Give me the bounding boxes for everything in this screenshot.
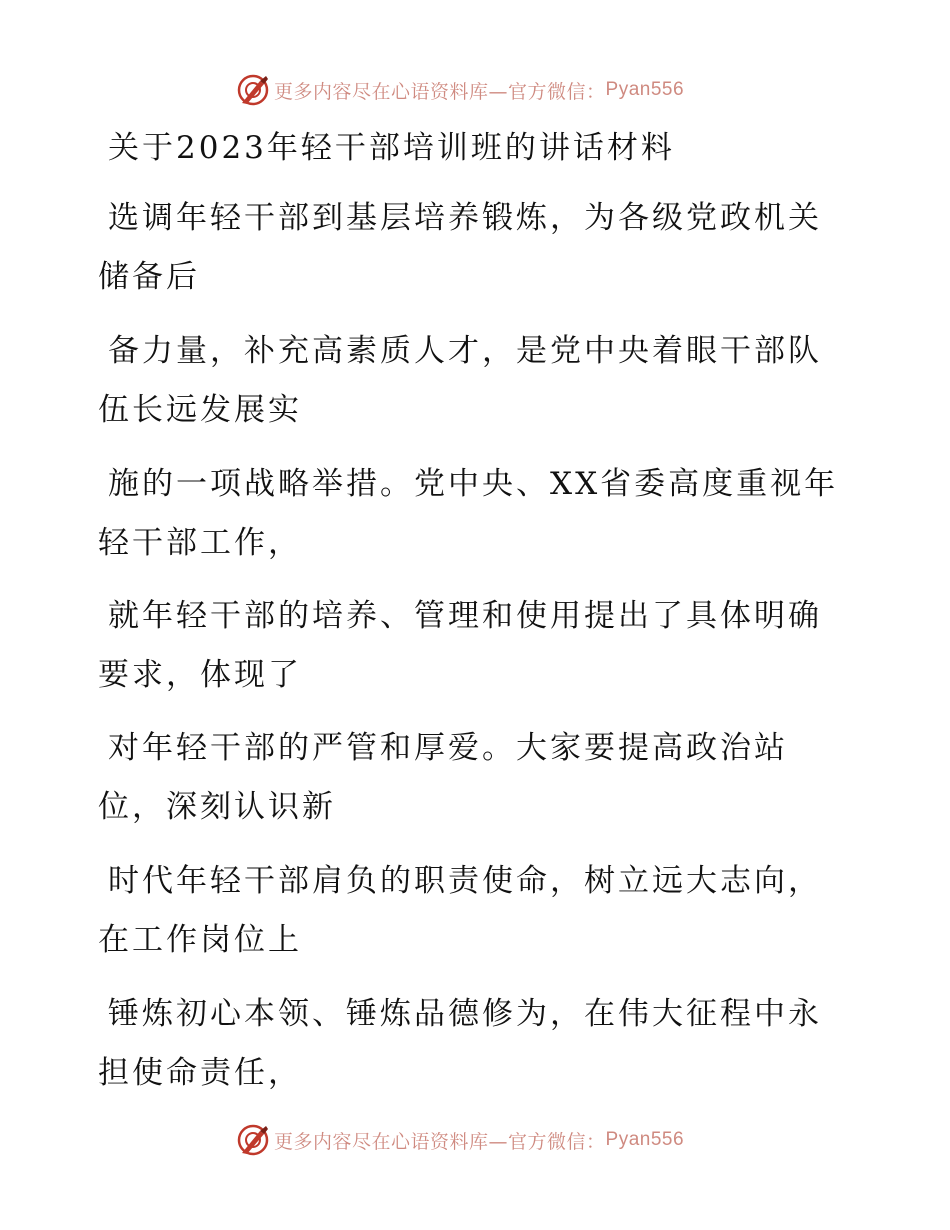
paragraph-line: 施的一项战略举措。党中央、XX省委高度重视年 xyxy=(108,466,839,502)
banner-text: 更多内容尽在心语资料库—官方微信： xyxy=(274,1130,606,1153)
paragraph-line: 对年轻干部的严管和厚爱。大家要提高政治站 xyxy=(108,730,788,766)
paragraph-line: 锤炼初心本领、锤炼品德修为，在伟大征程中永 xyxy=(108,996,822,1032)
footer-watermark-banner xyxy=(236,1122,684,1158)
header-watermark-banner xyxy=(236,72,684,108)
paragraph-line: 位，深刻认识新 xyxy=(98,789,336,825)
paragraph-line: 在工作岗位上 xyxy=(98,922,302,958)
paragraph-line: 担使命责任， xyxy=(98,1055,302,1091)
paragraph-line: 时代年轻干部肩负的职责使命，树立远大志向， xyxy=(108,863,822,899)
banner-wechat-id: Pyan556 xyxy=(605,1129,685,1150)
paragraph-line: 备力量，补充高素质人才，是党中央着眼干部队 xyxy=(108,333,822,369)
paragraph-line: 选调年轻干部到基层培养锻炼，为各级党政机关 xyxy=(108,200,822,236)
document-title: 关于2023年轻干部培训班的讲话材料 xyxy=(108,130,675,166)
banner-wechat-id: Pyan556 xyxy=(605,79,685,100)
paragraph-line: 储备后 xyxy=(98,259,200,295)
paragraph-line: 就年轻干部的培养、管理和使用提出了具体明确 xyxy=(108,598,822,634)
banner-text: 更多内容尽在心语资料库—官方微信： xyxy=(274,80,606,103)
paragraph-line: 轻干部工作， xyxy=(98,525,302,561)
pen-logo-icon xyxy=(236,1123,270,1157)
pen-logo-icon xyxy=(236,73,270,107)
paragraph-line: 伍长远发展实 xyxy=(98,392,302,428)
paragraph-line: 要求，体现了 xyxy=(98,657,302,693)
